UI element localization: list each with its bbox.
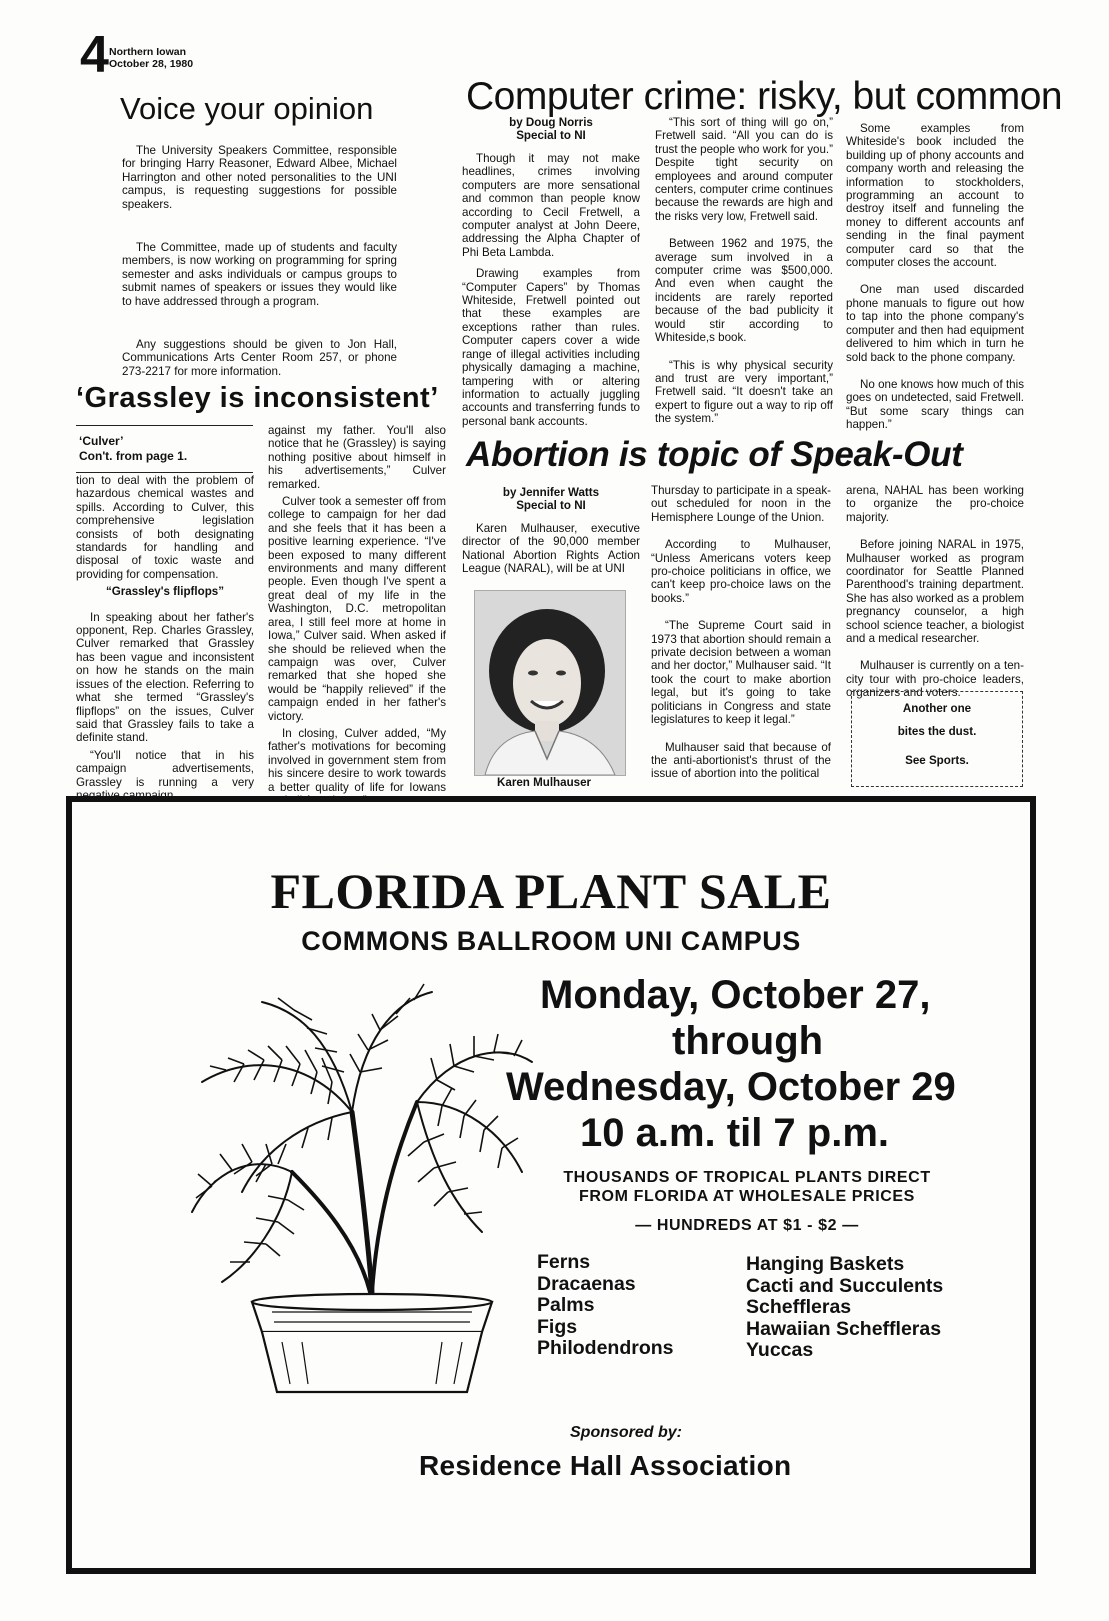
grassley-column-1 <box>76 474 254 806</box>
plant-list-right <box>746 1254 943 1362</box>
plant-item: Scheffleras <box>746 1296 852 1318</box>
computer-paragraph: Though it may not make headlines, crimes involving computers are more sensational and common than people know according to Cecil Fretwell, a computer analyst at John Deere, addressing the Alpha Chapter of Phi Beta Lambda. <box>462 152 640 259</box>
computer-paragraph: One man used discarded phone manuals to figure out how to tap into the phone company's computer and then had equipment delivered to him which in turn he sold back to the phone company. <box>846 283 1024 364</box>
plant-item: Yuccas <box>746 1339 814 1361</box>
abortion-paragraph: Mulhauser said that because of the anti-abortionist's thrust of the issue of abortion into the political <box>651 740 831 781</box>
voice-paragraph: The University Speakers Committee, responsible for bringing Harry Reasoner, Edward Albee, Michael Harrington and other noted personalities to the UNI campus, is requesting suggestions for possible speakers. <box>122 144 397 211</box>
plant-item: Palms <box>537 1294 595 1316</box>
abortion-column-1 <box>462 486 640 588</box>
ad-taglines <box>492 1168 1002 1235</box>
ad-date-line: through <box>672 1019 824 1063</box>
computer-paragraph: Drawing examples from “Computer Capers” by Thomas Whiteside, Fretwell pointed out that these examples are exceptions rather than rules. Computer capers cover a wide range of illegal activities including physically damaging a machine, tampering with or altering information to actually juggling accounts and transferring funds to personal bank accounts. <box>462 267 640 428</box>
byline-name: by Doug Norris <box>509 116 593 129</box>
abortion-paragraph: “The Supreme Court said in 1973 that abortion should remain a private decision between a woman and her doctor,” Mulhauser said. “It took the court to make abortion legal, but it's going to take politicians in Congress and state legislatures to keep it legal.” <box>651 619 831 727</box>
ad-tagline: THOUSANDS OF TROPICAL PLANTS DIRECT <box>563 1169 931 1186</box>
abortion-paragraph: Mulhauser is currently on a ten-city tour with pro-choice leaders, organizers and voters. <box>846 659 1024 700</box>
ad-date-line: Monday, October 27, <box>540 973 931 1017</box>
plant-item: Figs <box>537 1315 578 1338</box>
teaser-link[interactable]: See Sports. <box>905 754 969 767</box>
computer-paragraph: “This is why physical security and trust are very important,” Fretwell said. “It doesn't take an expert to figure out a way to rip off the system.” <box>655 358 833 426</box>
computer-headline: Computer crime: risky, but common <box>466 75 1063 118</box>
paper-name: Northern Iowan <box>109 46 187 58</box>
abortion-byline <box>462 486 640 512</box>
computer-byline <box>462 116 640 142</box>
abortion-paragraph: Before joining NARAL in 1975, Mulhauser worked as program coordinator for Seattle Planned Parenthood's training department. She has also worked as a problem pregnancy counselor, a high school science teacher, a biologist and a medical researcher. <box>846 538 1024 646</box>
divider <box>76 425 253 426</box>
abortion-headline: Abortion is topic of Speak-Out <box>466 435 963 474</box>
jump-name: ‘Culver’ <box>79 434 124 448</box>
jump-header <box>79 434 187 464</box>
portrait-illustration <box>475 591 625 775</box>
grassley-paragraph: In closing, Culver added, “My father's motivations for becoming involved in government stem from his sincere desire to work towards a better quality of life for Iowans <box>268 726 446 794</box>
byline-role: Special to NI <box>516 129 586 142</box>
plant-list-left <box>537 1252 674 1360</box>
grassley-paragraph: against my father. You'll also notice that he (Grassley) is saying nothing positive about himself in his advertisements,” Culver remarked. <box>268 424 446 491</box>
computer-column-3 <box>846 122 1024 444</box>
plant-item: Philodendrons <box>537 1337 674 1359</box>
ad-sponsored-label: Sponsored by: <box>570 1424 683 1441</box>
ad-tagline: FROM FLORIDA AT WHOLESALE PRICES <box>579 1188 915 1205</box>
ad-date-line: Wednesday, October 29 <box>506 1065 956 1109</box>
ad-dates <box>492 972 1012 1156</box>
ad-location: COMMONS BALLROOM UNI CAMPUS <box>301 926 801 956</box>
paper-info <box>109 46 193 70</box>
plant-item: Dracaenas <box>537 1272 636 1295</box>
computer-paragraph: “This sort of thing will go on,” Fretwell said. “All you can do is trust the people who work for you.” Despite tight security on employees and around computer centers, computer crime continues because the rewards are high and the risks very low, Fretwell said. <box>655 116 833 223</box>
page-number: 4 <box>80 26 109 84</box>
voice-article <box>122 144 397 390</box>
plant-item: Hanging Baskets <box>746 1253 905 1275</box>
teaser-line: bites the dust. <box>897 725 977 738</box>
photo-caption: Karen Mulhauser <box>497 776 592 789</box>
computer-column-1 <box>462 116 640 440</box>
ad-title: FLORIDA PLANT SALE <box>270 863 832 919</box>
byline-name: by Jennifer Watts <box>502 486 600 499</box>
voice-paragraph: The Committee, made up of students and faculty members, is now working on programming for spring semester and asks individuals or campus groups to submit names of speakers or issues they would like to have addressed through a program. <box>122 241 397 308</box>
divider <box>76 472 253 473</box>
computer-column-2 <box>655 116 833 438</box>
abortion-column-3 <box>846 484 1024 712</box>
sports-teaser-box[interactable] <box>851 691 1023 787</box>
grassley-paragraph: “You'll notice that in his campaign advertisements, Grassley is running a very <box>76 748 254 789</box>
plant-item: Hawaiian Scheffleras <box>746 1317 942 1340</box>
grassley-paragraph: tion to deal with the problem of hazardous chemical wastes and spills. According to Culver, this comprehensive legislation consists of both designating standards for handling and disposal of toxic waste and providing for compensation. <box>76 474 254 581</box>
computer-paragraph: Some examples from Whiteside's book included the building up of phony accounts and company worth and releasing the information to stockholders, programming an account to destroy itself and funneling the money to different accounts anf sending in the final payment computer card so that the computer closes the account. <box>846 122 1024 270</box>
ad-sponsor: Residence Hall Association <box>419 1450 792 1481</box>
abortion-paragraph: arena, NAHAL has been working to organize the pro-choice majority. <box>846 484 1024 524</box>
abortion-paragraph: Thursday to participate in a speak-out scheduled for noon in the Hemisphere Lounge of the Union. <box>651 484 831 524</box>
plant-sale-advertisement <box>66 796 1036 1574</box>
grassley-paragraph: In speaking about her father's opponent, Rep. Charles Grassley, Culver remarked that Grassley has been vague and inconsistent on how he stands on the main issues of the election. Referring to what she termed “Grassley's flipflops” on the issues, Culver said that Grassley fails to take a definite stand. <box>76 610 254 745</box>
computer-paragraph: Between 1962 and 1975, the average sum involved in a computer crime was $500,000. And even when caught the incidents are rarely reported because of the bad publicity it would stir according to Whiteside,s book. <box>655 237 833 345</box>
voice-headline: Voice your opinion <box>120 91 374 126</box>
abortion-paragraph: According to Mulhauser, “Unless Americans voters keep pro-choice politicians in office, we can't keep pro-choice laws on the books.” <box>651 538 831 605</box>
ad-price: — HUNDREDS AT $1 - $2 — <box>635 1217 859 1234</box>
plant-item: Cacti and Succulents <box>746 1274 944 1297</box>
portrait-photo <box>474 590 626 776</box>
plant-item: Ferns <box>537 1251 591 1273</box>
palm-plant-illustration <box>182 972 542 1402</box>
voice-paragraph: Any suggestions should be given to Jon Hall, Communications Arts Center Room 257, or phone 273-2217 for more information. <box>122 338 397 378</box>
abortion-paragraph: Karen Mulhauser, executive director of the 90,000 member National Abortion Rights Action League (NARAL), will be at UNI <box>462 522 640 576</box>
teaser-line: Another one <box>902 702 972 715</box>
grassley-paragraph: Culver took a semester off from college to campaign for her dad and she feels that it has been a positive learning experience. “I've been exposed to many different environments and many different people. Even though I've spent a great deal of my life in the Washington, D.C. metropolitan area, I still feel more at home in Iowa,” Culver said. When asked if she should be relieved when the campaign was over, Culver remarked that she hoped she would be “happily relieved” if the campaign ended in her father's victory. <box>268 495 446 723</box>
grassley-subhead: “Grassley's flipflops” <box>105 585 225 599</box>
jump-from: Con't. from page 1. <box>79 449 188 463</box>
paper-date: October 28, 1980 <box>109 58 194 70</box>
grassley-column-2 <box>268 424 446 811</box>
grassley-headline: ‘Grassley is inconsistent’ <box>76 382 439 414</box>
abortion-column-2 <box>651 484 831 793</box>
computer-paragraph: No one knows how much of this goes on undetected, said Fretwell. “But some scary things can happen.” <box>846 377 1024 432</box>
byline-role: Special to NI <box>516 499 586 512</box>
ad-time: 10 a.m. til 7 p.m. <box>580 1111 890 1155</box>
